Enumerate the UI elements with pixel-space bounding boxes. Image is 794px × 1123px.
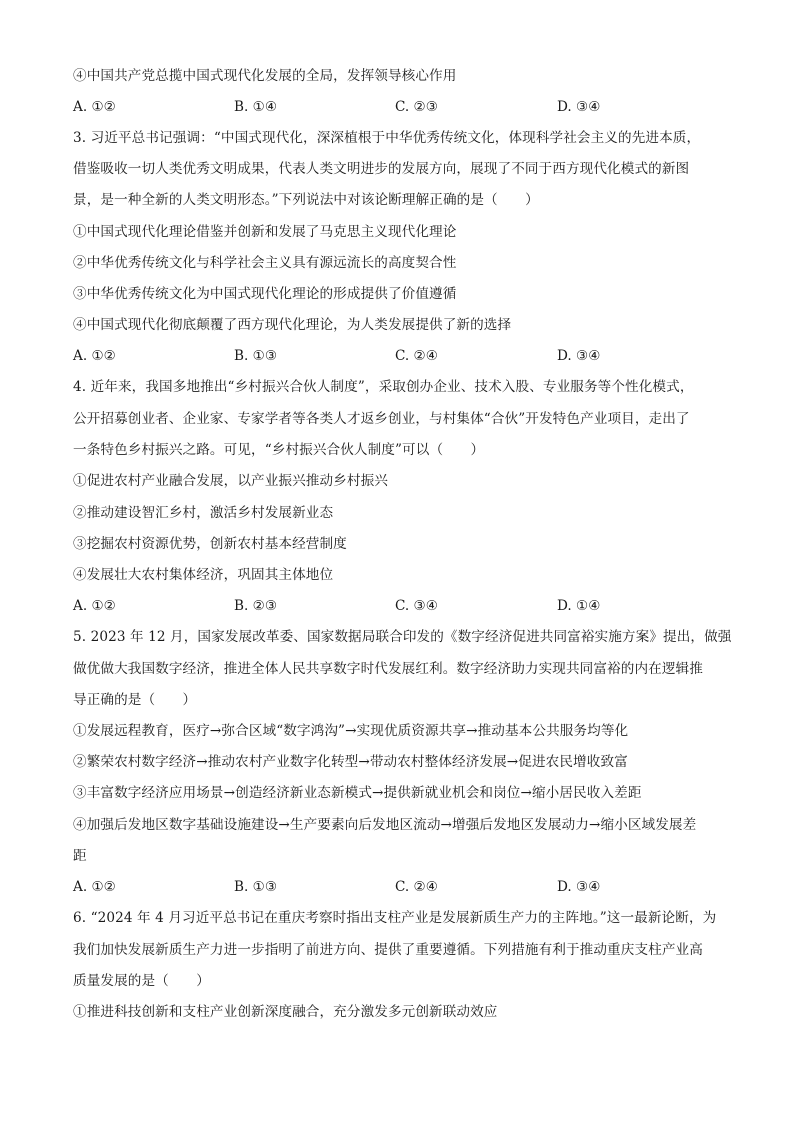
- q3-stem-line-2: 借鉴吸收一切人类优秀文明成果，代表人类文明进步的发展方向，展现了不同于西方现代化模式的新图: [73, 161, 690, 177]
- q5-option-d: D. ③④: [557, 879, 601, 895]
- q2-option-a: A. ①②: [73, 99, 116, 115]
- q5-option-b: B. ①③: [234, 879, 278, 895]
- q3-item-4: ④中国式现代化彻底颠覆了西方现代化理论，为人类发展提供了新的选择: [73, 317, 512, 333]
- q5-option-c: C. ②④: [395, 879, 438, 895]
- q3-option-a: A. ①②: [73, 348, 116, 364]
- q5-option-a: A. ①②: [73, 879, 116, 895]
- q3-options: [73, 347, 733, 365]
- q5-stem-line-1: 5. 2023 年 12 月，国家发展改革委、国家数据局联合印发的《数字经济促进共同富裕实施方案》提出，做强: [73, 629, 732, 645]
- q5-stem-line-2: 做优做大我国数字经济，推进全体人民共享数字时代发展红利。数字经济助力实现共同富裕的内在逻辑推: [73, 661, 703, 677]
- q6-stem-line-2: 我们加快发展新质生产力进一步指明了前进方向、提供了重要遵循。下列措施有利于推动重庆支柱产业高: [73, 942, 703, 958]
- q3-option-b: B. ①③: [234, 348, 278, 364]
- q5-stem-line-3: 导正确的是（ ）: [73, 692, 197, 708]
- q3-stem-line-3: 景，是一种全新的人类文明形态。”下列说法中对该论断理解正确的是（ ）: [73, 192, 539, 208]
- q5-item-1: ①发展远程教育，医疗→弥合区域“数字鸿沟”→实现优质资源共享→推动基本公共服务均等化: [73, 723, 629, 739]
- q5-item-4: ④加强后发地区数字基础设施建设→生产要素向后发地区流动→增强后发地区发展动力→缩小区域发展差: [73, 817, 697, 833]
- q4-item-1: ①促进农村产业融合发展，以产业振兴推动乡村振兴: [73, 473, 388, 489]
- q3-item-1: ①中国式现代化理论借鉴并创新和发展了马克思主义现代化理论: [73, 224, 457, 240]
- q4-item-3: ③挖掘农村资源优势，创新农村基本经营制度: [73, 536, 347, 552]
- q3-option-c: C. ②④: [395, 348, 438, 364]
- q2-option-c: C. ②③: [395, 99, 438, 115]
- q4-item-4: ④发展壮大农村集体经济，巩固其主体地位: [73, 567, 334, 583]
- q5-item-2: ②繁荣农村数字经济→推动农村产业数字化转型→带动农村整体经济发展→促进农民增收致富: [73, 754, 628, 770]
- q4-option-b: B. ②③: [234, 598, 278, 614]
- q5-item-3: ③丰富数字经济应用场景→创造经济新业态新模式→提供新就业机会和岗位→缩小居民收入差距: [73, 785, 642, 801]
- q6-item-1: ①推进科技创新和支柱产业创新深度融合，充分激发多元创新联动效应: [73, 1004, 498, 1020]
- q6-stem-line-1: 6. “2024 年 4 月习近平总书记在重庆考察时指出支柱产业是发展新质生产力的主阵地。”这一最新论断，为: [73, 910, 717, 926]
- q3-item-2: ②中华优秀传统文化与科学社会主义具有源远流长的高度契合性: [73, 255, 457, 271]
- q5-options: [73, 878, 733, 896]
- q4-stem-line-3: 一条特色乡村振兴之路。可见，“乡村振兴合伙人制度”可以（ ）: [73, 442, 485, 458]
- q4-stem-line-2: 公开招募创业者、企业家、专家学者等各类人才返乡创业，与村集体“合伙”开发特色产业项目，走出了: [73, 411, 690, 427]
- q2-option-d: D. ③④: [557, 99, 601, 115]
- q3-option-d: D. ③④: [557, 348, 601, 364]
- q4-option-d: D. ①④: [557, 598, 601, 614]
- q5-item-4-cont: 距: [73, 848, 87, 864]
- q4-item-2: ②推动建设智汇乡村，激活乡村发展新业态: [73, 505, 334, 521]
- q3-stem-line-1: 3. 习近平总书记强调：“中国式现代化，深深植根于中华优秀传统文化，体现科学社会主义的先进本质，: [73, 130, 701, 146]
- q4-options: [73, 597, 733, 615]
- q4-option-c: C. ③④: [395, 598, 438, 614]
- q2-item-4: ④中国共产党总揽中国式现代化发展的全局，发挥领导核心作用: [73, 68, 457, 84]
- q4-option-a: A. ①②: [73, 598, 116, 614]
- q3-item-3: ③中华优秀传统文化为中国式现代化理论的形成提供了价值遵循: [73, 286, 457, 302]
- q2-option-b: B. ①④: [234, 99, 278, 115]
- q6-stem-line-3: 质量发展的是（ ）: [73, 973, 210, 989]
- q4-stem-line-1: 4. 近年来，我国多地推出“乡村振兴合伙人制度”，采取创办企业、技术入股、专业服务等个性化模式，: [73, 379, 694, 395]
- q2-options: [73, 98, 733, 116]
